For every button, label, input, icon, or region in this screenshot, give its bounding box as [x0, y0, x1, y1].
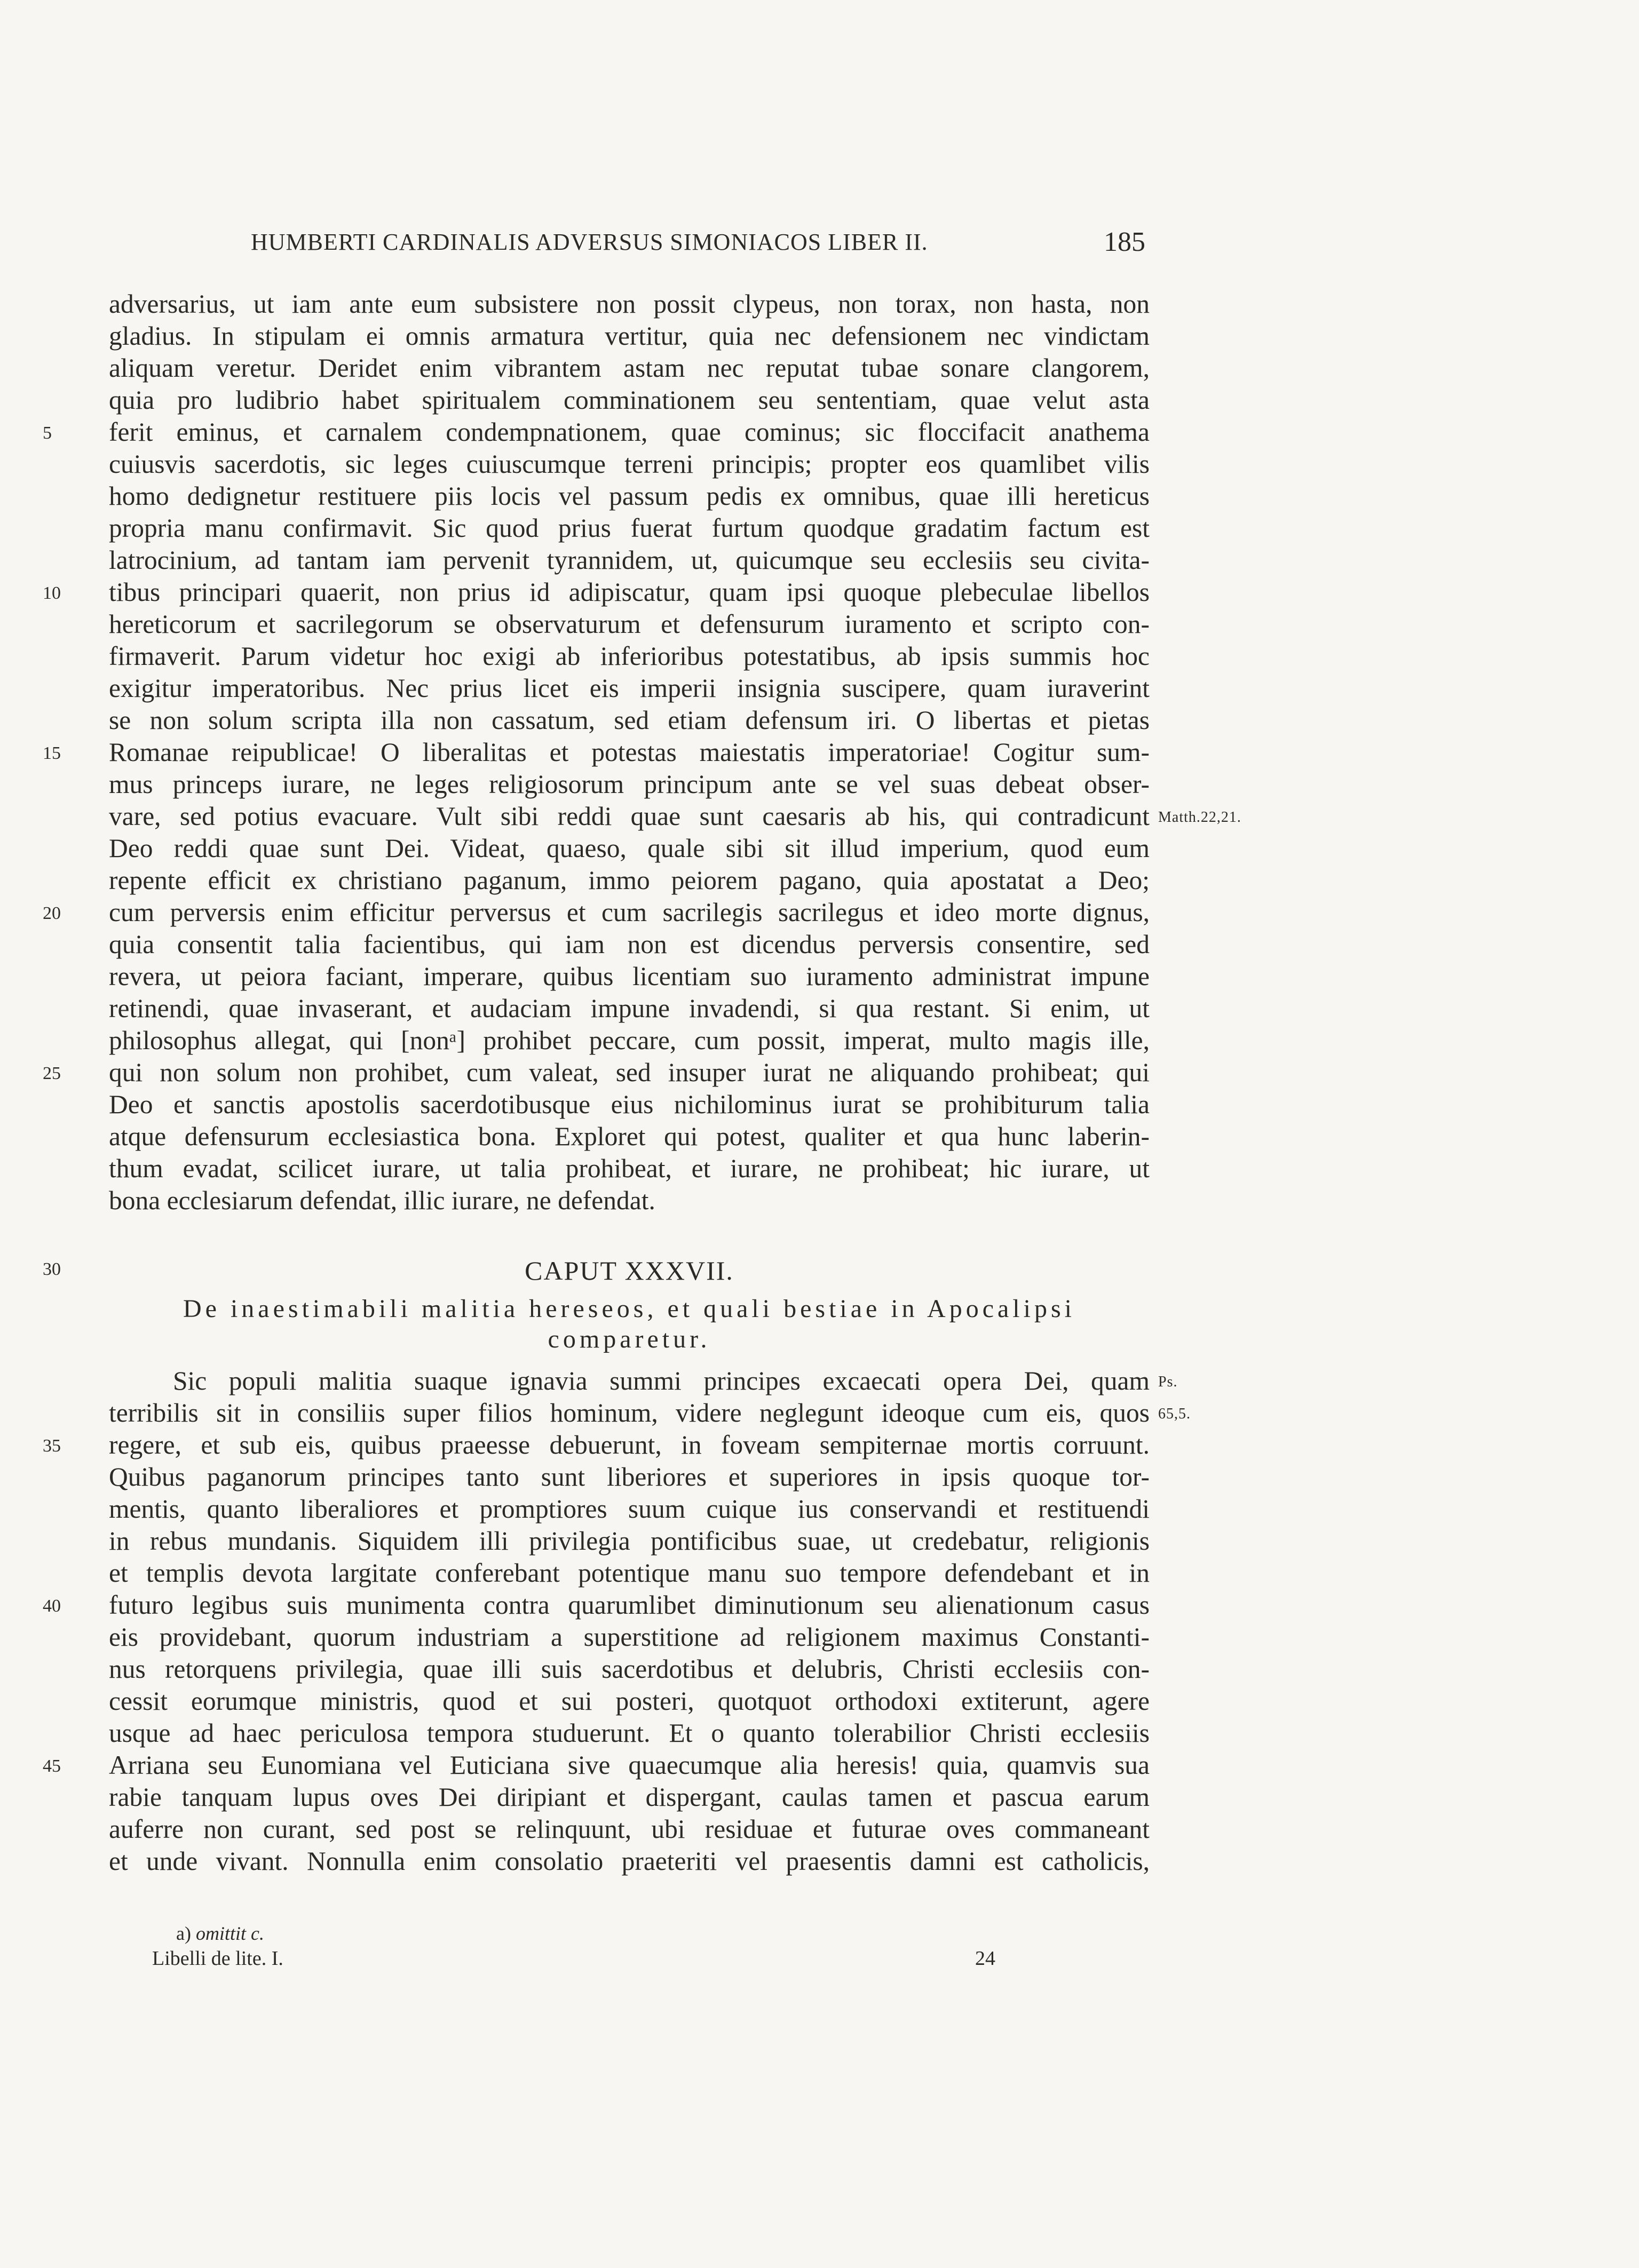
text-line: latrocinium, ad tantam iam pervenit tyrannidem, ut, quicumque seu ecclesiis seu civita-	[109, 545, 1150, 575]
line-number: 35	[43, 1436, 61, 1456]
text-line: gladius. In stipulam ei omnis armatura vertitur, quia nec defensionem nec vindictam	[109, 321, 1150, 351]
text-line: eis providebant, quorum industriam a superstitione ad religionem maximus Constanti-	[109, 1622, 1150, 1652]
line-number: 10	[43, 583, 61, 603]
text-line: cum perversis enim efficitur perversus et cum sacrilegis sacrilegus et ideo morte dignus,	[109, 898, 1150, 927]
line-number: 30	[43, 1259, 61, 1279]
text-line: regere, et sub eis, quibus praeesse debuerunt, in foveam sempiternae mortis corruunt.	[109, 1430, 1150, 1460]
line-number: 20	[43, 903, 61, 923]
chapter-subtitle: comparetur.	[548, 1325, 711, 1353]
text-line: Deo et sanctis apostolis sacerdotibusque eius nichilominus iurat se prohibiturum talia	[109, 1090, 1150, 1119]
text-line: Romanae reipublicae! O liberalitas et potestas maiestatis imperatoriae! Cogitur sum-	[109, 738, 1150, 767]
text-line: Deo reddi quae sunt Dei. Videat, quaeso, quale sibi sit illud imperium, quod eum	[109, 834, 1150, 863]
text-line: usque ad haec periculosa tempora studuerunt. Et o quanto tolerabilior Christi ecclesiis	[109, 1718, 1150, 1748]
text-line: vare, sed potius evacuare. Vult sibi reddi quae sunt caesaris ab his, qui contradicunt	[109, 802, 1150, 831]
margin-note-reference: Ps. 65,5.	[1158, 1374, 1191, 1422]
text-line: Arriana seu Eunomiana vel Euticiana sive quaecumque alia heresis! quia, quamvis sua	[109, 1750, 1150, 1780]
line-number: 45	[43, 1756, 61, 1776]
text-line: tibus principari quaerit, non prius id adipiscatur, quam ipsi quoque plebeculae libellos	[109, 577, 1150, 607]
text-line: exigitur imperatoribus. Nec prius licet eis imperii insignia suscipere, quam iuraverint	[109, 673, 1150, 703]
text-line: se non solum scripta illa non cassatum, sed etiam defensum iri. O libertas et pietas	[109, 705, 1150, 735]
text-line: homo dedignetur restituere piis locis vel passum pedis ex omnibus, quae illi hereticus	[109, 481, 1150, 511]
text-line: rabie tanquam lupus oves Dei diripiant et dispergant, caulas tamen et pascua earum	[109, 1782, 1150, 1812]
text-line: terribilis sit in consiliis super filios hominum, videre neglegunt ideoque cum eis, quos	[109, 1398, 1150, 1428]
text-line: thum evadat, scilicet iurare, ut talia prohibeat, et iurare, ne prohibeat; hic iurare, ut	[109, 1154, 1150, 1183]
text-line: philosophus allegat, qui [nonᵃ] prohibet peccare, cum possit, imperat, multo magis ille,	[109, 1026, 1150, 1055]
text-line: cuiusvis sacerdotis, sic leges cuiuscumque terreni principis; propter eos quamlibet vilis	[109, 449, 1150, 479]
line-number: 5	[43, 423, 52, 443]
text-line: adversarius, ut iam ante eum subsistere non possit clypeus, non torax, non hasta, non	[109, 289, 1150, 319]
text-line: aliquam veretur. Deridet enim vibrantem astam nec reputat tubae sonare clangorem,	[109, 353, 1150, 383]
chapter-title: CAPUT XXXVII.	[525, 1256, 734, 1286]
text-line: ferit eminus, et carnalem condempnationem, quae cominus; sic floccifacit anathema	[109, 417, 1150, 447]
running-head: HUMBERTI CARDINALIS ADVERSUS SIMONIACOS LIBER II.	[251, 229, 928, 255]
text-line: Sic populi malitia suaque ignavia summi principes excaecati opera Dei, quam	[173, 1366, 1150, 1395]
text-line: quia consentit talia facientibus, qui iam non est dicendus perversis consentire, sed	[109, 930, 1150, 959]
page-number: 185	[1104, 227, 1145, 257]
text-line: hereticorum et sacrilegorum se observaturum et defensurum iuramento et scripto con-	[109, 609, 1150, 639]
margin-note-reference: Matth.22,21.	[1158, 809, 1241, 826]
chapter-subtitle: De inaestimabili malitia hereseos, et quali bestiae in Apocalipsi	[183, 1295, 1075, 1323]
text-line: repente efficit ex christiano paganum, immo peiorem pagano, quia apostatat a Deo;	[109, 866, 1150, 895]
line-number: 40	[43, 1596, 61, 1616]
text-line: in rebus mundanis. Siquidem illi privilegia pontificibus suae, ut credebatur, religionis	[109, 1526, 1150, 1556]
text-line: Quibus paganorum principes tanto sunt liberiores et superiores in ipsis quoque tor-	[109, 1462, 1150, 1492]
text-line: revera, ut peiora faciant, imperare, quibus licentiam suo iuramento administrat impune	[109, 962, 1150, 991]
text-line: cessit eorumque ministris, quod et sui posteri, quotquot orthodoxi extiterunt, agere	[109, 1686, 1150, 1716]
text-line: mentis, quanto liberaliores et promptiores suum cuique ius conservandi et restituendi	[109, 1494, 1150, 1524]
text-line: et templis devota largitate conferebant potentique manu suo tempore defendebant et in	[109, 1558, 1150, 1588]
signature-number: 24	[975, 1947, 995, 1970]
text-line: propria manu confirmavit. Sic quod prius fuerat furtum quodque gradatim factum est	[109, 513, 1150, 543]
line-number: 25	[43, 1064, 61, 1083]
text-line: qui non solum non prohibet, cum valeat, sed insuper iurat ne aliquando prohibeat; qui	[109, 1058, 1150, 1087]
footnote-marker: a)	[176, 1923, 191, 1944]
signature-title: Libelli de lite. I.	[152, 1947, 283, 1970]
text-line: nus retorquens privilegia, quae illi suis sacerdotibus et delubris, Christi ecclesiis con-	[109, 1654, 1150, 1684]
text-line: mus princeps iurare, ne leges religiosorum principum ante se vel suas debeat obser-	[109, 770, 1150, 799]
text-line: auferre non curant, sed post se relinquunt, ubi residuae et futurae oves commaneant	[109, 1814, 1150, 1844]
text-line: futuro legibus suis munimenta contra quarumlibet diminutionum seu alienationum casus	[109, 1590, 1150, 1620]
text-line: et unde vivant. Nonnulla enim consolatio praeteriti vel praesentis damni est catholicis,	[109, 1846, 1150, 1876]
text-line: firmaverit. Parum videtur hoc exigi ab inferioribus potestatibus, ab ipsis summis hoc	[109, 641, 1150, 671]
line-number: 15	[43, 743, 61, 763]
text-line: retinendi, quae invaserant, et audaciam impune invadendi, si qua restant. Si enim, ut	[109, 994, 1150, 1023]
footnote-text: omittit c.	[195, 1923, 264, 1944]
text-line: bona ecclesiarum defendat, illic iurare, ne defendat.	[109, 1186, 655, 1215]
text-line: quia pro ludibrio habet spiritualem comminationem seu sententiam, quae velut asta	[109, 385, 1150, 415]
footnote	[176, 1922, 264, 1945]
text-line: atque defensurum ecclesiastica bona. Exploret qui potest, qualiter et qua hunc laberin-	[109, 1122, 1150, 1151]
